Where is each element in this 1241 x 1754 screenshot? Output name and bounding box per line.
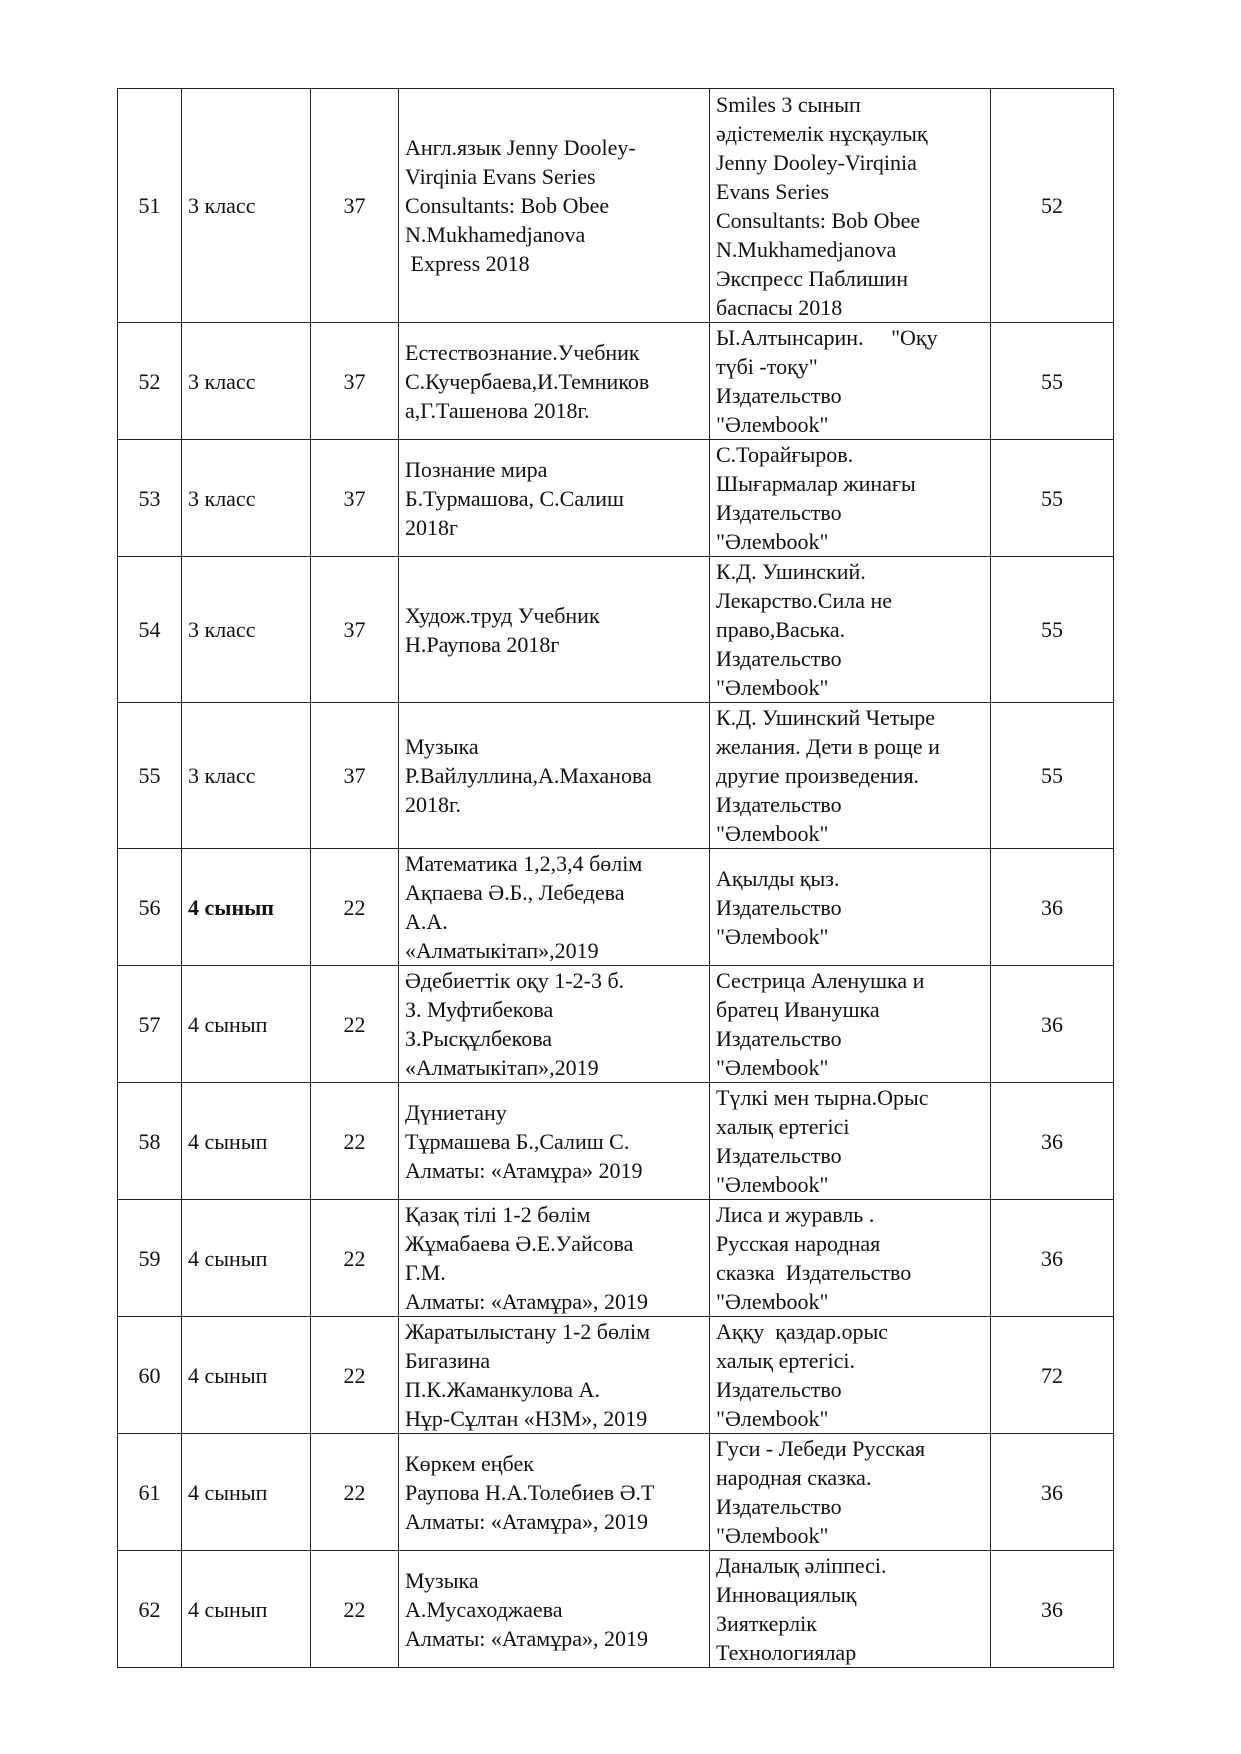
literature-line: Русская народная — [716, 1231, 881, 1256]
quantity-cell: 37 — [311, 323, 399, 440]
textbook-cell — [399, 1551, 710, 1668]
grade-cell: 3 класс — [182, 323, 311, 440]
quantity-cell: 37 — [311, 703, 399, 849]
grade-cell: 3 класс — [182, 557, 311, 703]
textbook-cell — [399, 89, 710, 323]
literature-line: Лекарство.Сила не — [716, 588, 892, 613]
quantity-cell: 22 — [311, 1083, 399, 1200]
textbook-cell — [399, 966, 710, 1083]
literature-cell — [710, 440, 991, 557]
literature-line: братец Иванушка — [716, 997, 880, 1022]
grade-cell: 4 сынып — [182, 1551, 311, 1668]
row-number-cell: 60 — [118, 1317, 182, 1434]
literature-cell — [710, 89, 991, 323]
literature-line: Гуси - Лебеди Русская — [716, 1436, 926, 1461]
literature-line: желания. Дети в роще и — [716, 734, 940, 759]
copies-cell: 36 — [991, 1551, 1114, 1668]
literature-cell — [710, 1434, 991, 1551]
textbook-line: З.Рысқұлбекова — [405, 1026, 553, 1051]
textbook-cell — [399, 849, 710, 966]
textbook-line: Дүниетану — [405, 1099, 507, 1125]
literature-line: Evans Series — [716, 178, 830, 204]
copies-cell: 36 — [991, 1083, 1114, 1200]
literature-line: Jenny Dooley-Virqinia — [716, 149, 917, 175]
table-row — [118, 1083, 1114, 1200]
literature-cell — [710, 1200, 991, 1317]
literature-line: К.Д. Ушинский. — [716, 559, 866, 584]
textbook-line: Жұмабаева Ә.Е.Уайсова — [405, 1231, 634, 1256]
row-number-cell: 52 — [118, 323, 182, 440]
literature-line: "Әлемbook" — [716, 1289, 829, 1314]
textbook-line: Нұр-Сұлтан «НЗМ», 2019 — [405, 1406, 648, 1431]
row-number-cell: 51 — [118, 89, 182, 323]
literature-line: Consultants: Bob Obee — [716, 207, 921, 233]
literature-line: "Әлемbook" — [716, 675, 829, 700]
textbook-line: Худож.труд Учебник — [405, 602, 600, 628]
textbook-line: Тұрмашева Б.,Салиш С. — [405, 1128, 630, 1154]
textbook-table — [117, 88, 1114, 1668]
table-row — [118, 1200, 1114, 1317]
textbook-line: «Алматыкітап»,2019 — [405, 938, 599, 963]
literature-line: N.Mukhamedjanova — [716, 236, 897, 262]
literature-cell — [710, 323, 991, 440]
grade-cell: 3 класс — [182, 440, 311, 557]
literature-line: "Әлемbook" — [716, 529, 829, 554]
textbook-line: Музыка — [405, 1567, 479, 1593]
textbook-line: Познание мира — [405, 456, 548, 482]
textbook-line: Consultants: Bob Obee — [405, 193, 610, 218]
quantity-cell: 37 — [311, 440, 399, 557]
textbook-line: 2018г — [405, 514, 459, 540]
grade-cell: 4 сынып — [182, 849, 311, 966]
row-number-cell: 55 — [118, 703, 182, 849]
literature-line: народная сказка. — [716, 1465, 872, 1490]
row-number-cell: 58 — [118, 1083, 182, 1200]
literature-line: Smiles 3 сынып — [716, 91, 861, 117]
quantity-cell: 22 — [311, 1551, 399, 1668]
literature-line: баспасы 2018 — [716, 294, 843, 320]
copies-cell: 52 — [991, 89, 1114, 323]
textbook-cell — [399, 1083, 710, 1200]
grade-cell: 4 сынып — [182, 1434, 311, 1551]
textbook-cell — [399, 1434, 710, 1551]
quantity-cell: 22 — [311, 1317, 399, 1434]
literature-line: К.Д. Ушинский Четыре — [716, 705, 936, 730]
literature-line: Даналық әліппесі. — [716, 1553, 887, 1578]
copies-cell: 55 — [991, 557, 1114, 703]
textbook-line: Англ.язык Jenny Dooley- — [405, 135, 636, 160]
textbook-line: Қазақ тілі 1-2 бөлім — [405, 1202, 591, 1227]
copies-cell: 36 — [991, 1434, 1114, 1551]
textbook-line: N.Mukhamedjanova — [405, 222, 586, 247]
row-number-cell: 57 — [118, 966, 182, 1083]
textbook-line: Virqinia Evans Series — [405, 164, 596, 189]
literature-line: Технологиялар — [716, 1640, 857, 1665]
copies-cell: 55 — [991, 703, 1114, 849]
row-number-cell: 53 — [118, 440, 182, 557]
literature-line: Түлкі мен тырна.Орыс — [716, 1085, 929, 1110]
literature-cell — [710, 1551, 991, 1668]
textbook-line: 2018г. — [405, 792, 462, 817]
textbook-cell — [399, 557, 710, 703]
literature-line: Издательство — [716, 792, 842, 817]
row-number-cell: 56 — [118, 849, 182, 966]
grade-cell: 4 сынып — [182, 1083, 311, 1200]
textbook-line: Жаратылыстану 1-2 бөлім — [405, 1319, 650, 1344]
textbook-line: А.А. — [405, 909, 448, 934]
textbook-line: Express 2018 — [405, 251, 530, 276]
literature-line: түбі -тоқу" — [716, 354, 818, 379]
table-row — [118, 1317, 1114, 1434]
literature-line: "Әлемbook" — [716, 1055, 829, 1080]
textbook-line: А.Мусаходжаева — [405, 1596, 563, 1622]
literature-line: Экспресс Паблишин — [716, 265, 909, 291]
literature-line: халық ертегісі. — [716, 1348, 855, 1373]
row-number-cell: 62 — [118, 1551, 182, 1668]
grade-cell: 3 класс — [182, 703, 311, 849]
textbook-line: а,Г.Ташенова 2018г. — [405, 397, 590, 423]
literature-line: сказка Издательство — [716, 1260, 912, 1285]
row-number-cell: 61 — [118, 1434, 182, 1551]
literature-line: Издательство — [716, 894, 842, 920]
row-number-cell: 59 — [118, 1200, 182, 1317]
literature-line: Сестрица Аленушка и — [716, 968, 925, 993]
copies-cell: 72 — [991, 1317, 1114, 1434]
textbook-line: Б.Турмашова, С.Салиш — [405, 485, 624, 511]
table-row — [118, 1434, 1114, 1551]
row-number-cell: 54 — [118, 557, 182, 703]
textbook-line: П.К.Жаманкулова А. — [405, 1377, 600, 1402]
grade-cell: 4 сынып — [182, 966, 311, 1083]
textbook-line: Әдебиеттік оқу 1-2-3 б. — [405, 968, 625, 993]
textbook-line: Музыка — [405, 734, 479, 759]
textbook-line: Г.М. — [405, 1260, 446, 1285]
literature-line: Инновациялық — [716, 1582, 857, 1607]
literature-line: "Әлемbook" — [716, 1523, 829, 1548]
textbook-line: Алматы: «Атамұра», 2019 — [405, 1508, 648, 1534]
literature-cell — [710, 1317, 991, 1434]
textbook-line: С.Кучербаева,И.Темников — [405, 368, 650, 394]
literature-line: "Әлемbook" — [716, 923, 829, 949]
literature-cell — [710, 703, 991, 849]
textbook-line: «Алматыкітап»,2019 — [405, 1055, 599, 1080]
textbook-line: Алматы: «Атамұра», 2019 — [405, 1625, 648, 1651]
textbook-line: Раупова Н.А.Толебиев Ә.Т — [405, 1479, 655, 1505]
table-row — [118, 966, 1114, 1083]
textbook-line: Алматы: «Атамұра» 2019 — [405, 1157, 643, 1183]
literature-line: Зияткерлік — [716, 1611, 817, 1636]
quantity-cell: 22 — [311, 966, 399, 1083]
literature-line: Издательство — [716, 1377, 842, 1402]
textbook-line: Математика 1,2,3,4 бөлім — [405, 851, 643, 876]
table-row — [118, 440, 1114, 557]
table-row — [118, 89, 1114, 323]
copies-cell: 36 — [991, 966, 1114, 1083]
grade-cell: 3 класс — [182, 89, 311, 323]
literature-line: Издательство — [716, 1026, 842, 1051]
literature-line: Издательство — [716, 1494, 842, 1519]
textbook-cell — [399, 323, 710, 440]
literature-line: Издательство — [716, 383, 842, 408]
grade-cell: 4 сынып — [182, 1317, 311, 1434]
copies-cell: 36 — [991, 849, 1114, 966]
quantity-cell: 37 — [311, 557, 399, 703]
literature-line: "Әлемbook" — [716, 1406, 829, 1431]
literature-line: Лиса и журавль . — [716, 1202, 875, 1227]
table-row — [118, 849, 1114, 966]
table-body — [118, 89, 1114, 1668]
literature-line: "Әлемbook" — [716, 1172, 829, 1197]
quantity-cell: 22 — [311, 1434, 399, 1551]
textbook-cell — [399, 1200, 710, 1317]
textbook-line: Н.Раупова 2018г — [405, 631, 560, 657]
table-row — [118, 1551, 1114, 1668]
textbook-cell — [399, 1317, 710, 1434]
textbook-line: Көркем еңбек — [405, 1450, 534, 1476]
literature-cell — [710, 966, 991, 1083]
quantity-cell: 22 — [311, 849, 399, 966]
textbook-line: З. Муфтибекова — [405, 997, 554, 1022]
literature-line: Ы.Алтынсарин. "Оқу — [716, 325, 938, 350]
literature-line: Издательство — [716, 646, 842, 671]
literature-cell — [710, 849, 991, 966]
quantity-cell: 22 — [311, 1200, 399, 1317]
literature-line: халық ертегісі — [716, 1114, 850, 1139]
literature-cell — [710, 1083, 991, 1200]
textbook-line: Бигазина — [405, 1348, 491, 1373]
literature-cell — [710, 557, 991, 703]
textbook-line: Естествознание.Учебник — [405, 339, 640, 365]
textbook-cell — [399, 440, 710, 557]
literature-line: Шығармалар жинағы — [716, 471, 916, 496]
copies-cell: 55 — [991, 440, 1114, 557]
grade-cell: 4 сынып — [182, 1200, 311, 1317]
literature-line: право,Васька. — [716, 617, 846, 642]
table-row — [118, 557, 1114, 703]
literature-line: әдістемелік нұсқаулық — [716, 120, 928, 146]
literature-line: другие произведения. — [716, 763, 920, 788]
copies-cell: 36 — [991, 1200, 1114, 1317]
textbook-line: Алматы: «Атамұра», 2019 — [405, 1289, 648, 1314]
table-row — [118, 323, 1114, 440]
literature-line: С.Торайғыров. — [716, 442, 854, 467]
literature-line: Издательство — [716, 1143, 842, 1168]
textbook-cell — [399, 703, 710, 849]
literature-line: Ақылды қыз. — [716, 865, 840, 891]
copies-cell: 55 — [991, 323, 1114, 440]
literature-line: "Әлемbook" — [716, 412, 829, 437]
textbook-line: Р.Вайлуллина,А.Маханова — [405, 763, 652, 788]
quantity-cell: 37 — [311, 89, 399, 323]
literature-line: Аққу қаздар.орыс — [716, 1319, 889, 1344]
textbook-line: Ақпаева Ә.Б., Лебедева — [405, 880, 625, 905]
table-row — [118, 703, 1114, 849]
literature-line: "Әлемbook" — [716, 821, 829, 846]
literature-line: Издательство — [716, 500, 842, 525]
